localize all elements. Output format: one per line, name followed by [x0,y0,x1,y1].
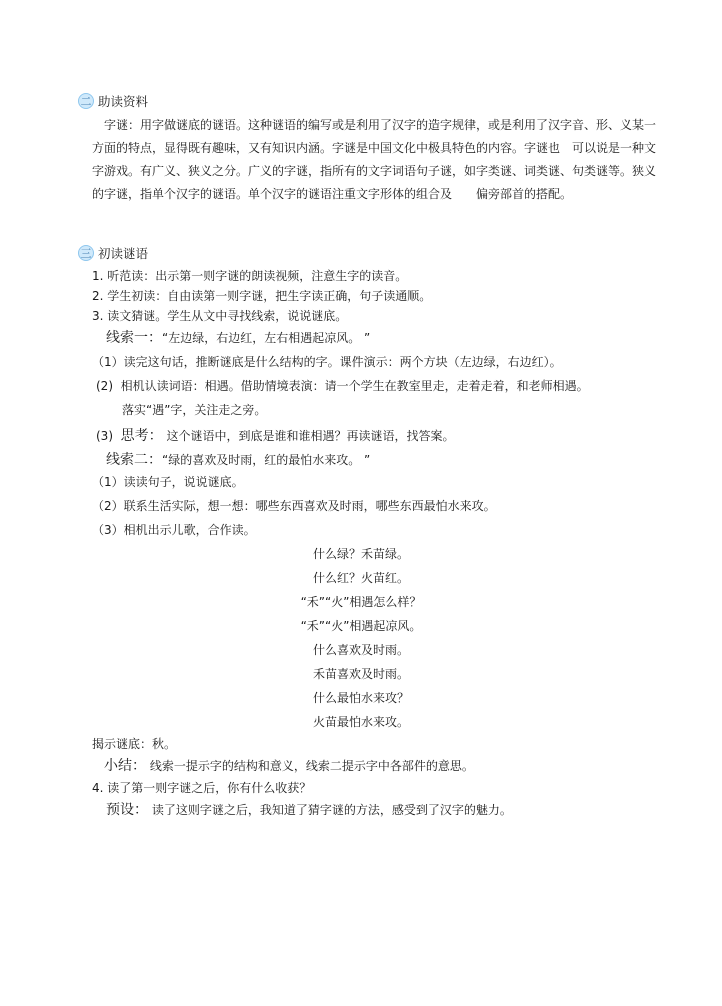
clue-1-label: 线索一： [106,330,162,346]
section-3-heading [78,244,148,262]
poem-line: 什么红？火苗红。 [312,571,409,585]
clue-2-item-1: （1）读读句子，说说谜底。 [92,475,244,489]
summary-label: 小结： [104,758,146,774]
clue-1-item-2-text: 相机认读词语：相遇。借助情境表演：请一个学生在教室里走，走着走着，和老师相遇。 [120,379,589,393]
clue-2-label: 线索二： [106,452,162,468]
poem-line: 什么绿？禾苗绿。 [312,547,409,561]
preset-label: 预设： [106,802,148,818]
preset-text: 读了这则字谜之后，我知道了猜字谜的方法，感受到了汉字的魅力。 [151,803,512,817]
step-3: 3. 读文猜谜。学生从文中寻找线索，说说谜底。 [92,309,348,323]
section-2-title: 助读资料 [98,94,149,109]
poem-line: 火苗最怕水来攻。 [312,715,409,729]
poem-line: 禾苗喜欢及时雨。 [312,667,409,681]
clue-1-item-1: （1）读完这句话，推断谜底是什么结构的字。课件演示：两个方块（左边绿，右边红）。 [92,355,562,369]
step-2: 2. 学生初读：自由读第一则字谜，把生字读正确，句子读通顺。 [92,289,432,303]
poem-line: “禾”“火”相遇起凉风。 [300,619,422,633]
clue-1-item-2-number: (2) [96,379,113,393]
poem-line: “禾”“火”相遇怎么样？ [300,595,422,609]
preset [106,802,512,818]
section-2-badge: 二 [78,93,94,109]
summary-text: 线索一提示字的结构和意义，线索二提示字中各部件的意思。 [149,759,474,773]
answer: 揭示谜底：秋。 [92,737,177,751]
section-2-paragraph: 字谜：用字做谜底的谜语。这种谜语的编写或是利用了汉字的造字规律，或是利用了汉字音、形、义某一方面的特点，显得既有趣味，又有知识内涵。字谜是中国文化中极具特色的内容。字谜也 可以说是一种文字游戏。有广义、狭义之分。广义的字谜，指所有的文字词语句子谜，如字类谜、词类谜、句类谜等。狭义的字谜，指单个汉字的谜语。单个汉字的谜语注重文字形体的组合及 偏旁部首的搭配。 [92,118,657,201]
clue-1 [106,330,370,346]
clue-1-item-3 [96,428,454,444]
clue-2-text: “绿的喜欢及时雨，红的最怕水来攻。 ” [162,453,371,467]
clue-1-item-3-text: 这个谜语中，到底是谁和谁相遇？再读谜语，找答案。 [166,429,455,443]
clue-1-item-2-continued: 落实“遇”字，关注走之旁。 [122,403,267,417]
summary [104,758,474,774]
section-2-heading [78,92,148,110]
step-4: 4. 读了第一则字谜之后，你有什么收获？ [92,781,312,795]
clue-2-item-3: （3）相机出示儿歌，合作读。 [92,523,256,537]
clue-1-item-3-label: 思考： [120,428,163,444]
step-1: 1. 听范读：出示第一则字谜的朗读视频，注意生字的读音。 [92,269,408,283]
clue-2-item-2: （2）联系生活实际，想一想：哪些东西喜欢及时雨，哪些东西最怕水来攻。 [92,499,496,513]
poem-line: 什么最怕水来攻？ [312,691,409,705]
clue-1-text: “左边绿，右边红，左右相遇起凉风。 ” [162,331,371,345]
clue-1-item-2 [96,378,589,394]
clue-2 [106,452,370,468]
clue-1-item-3-number: (3) [96,429,113,443]
poem-line: 什么喜欢及时雨。 [312,643,409,657]
section-3-badge: 三 [78,245,94,261]
section-3-title: 初读谜语 [98,246,149,261]
